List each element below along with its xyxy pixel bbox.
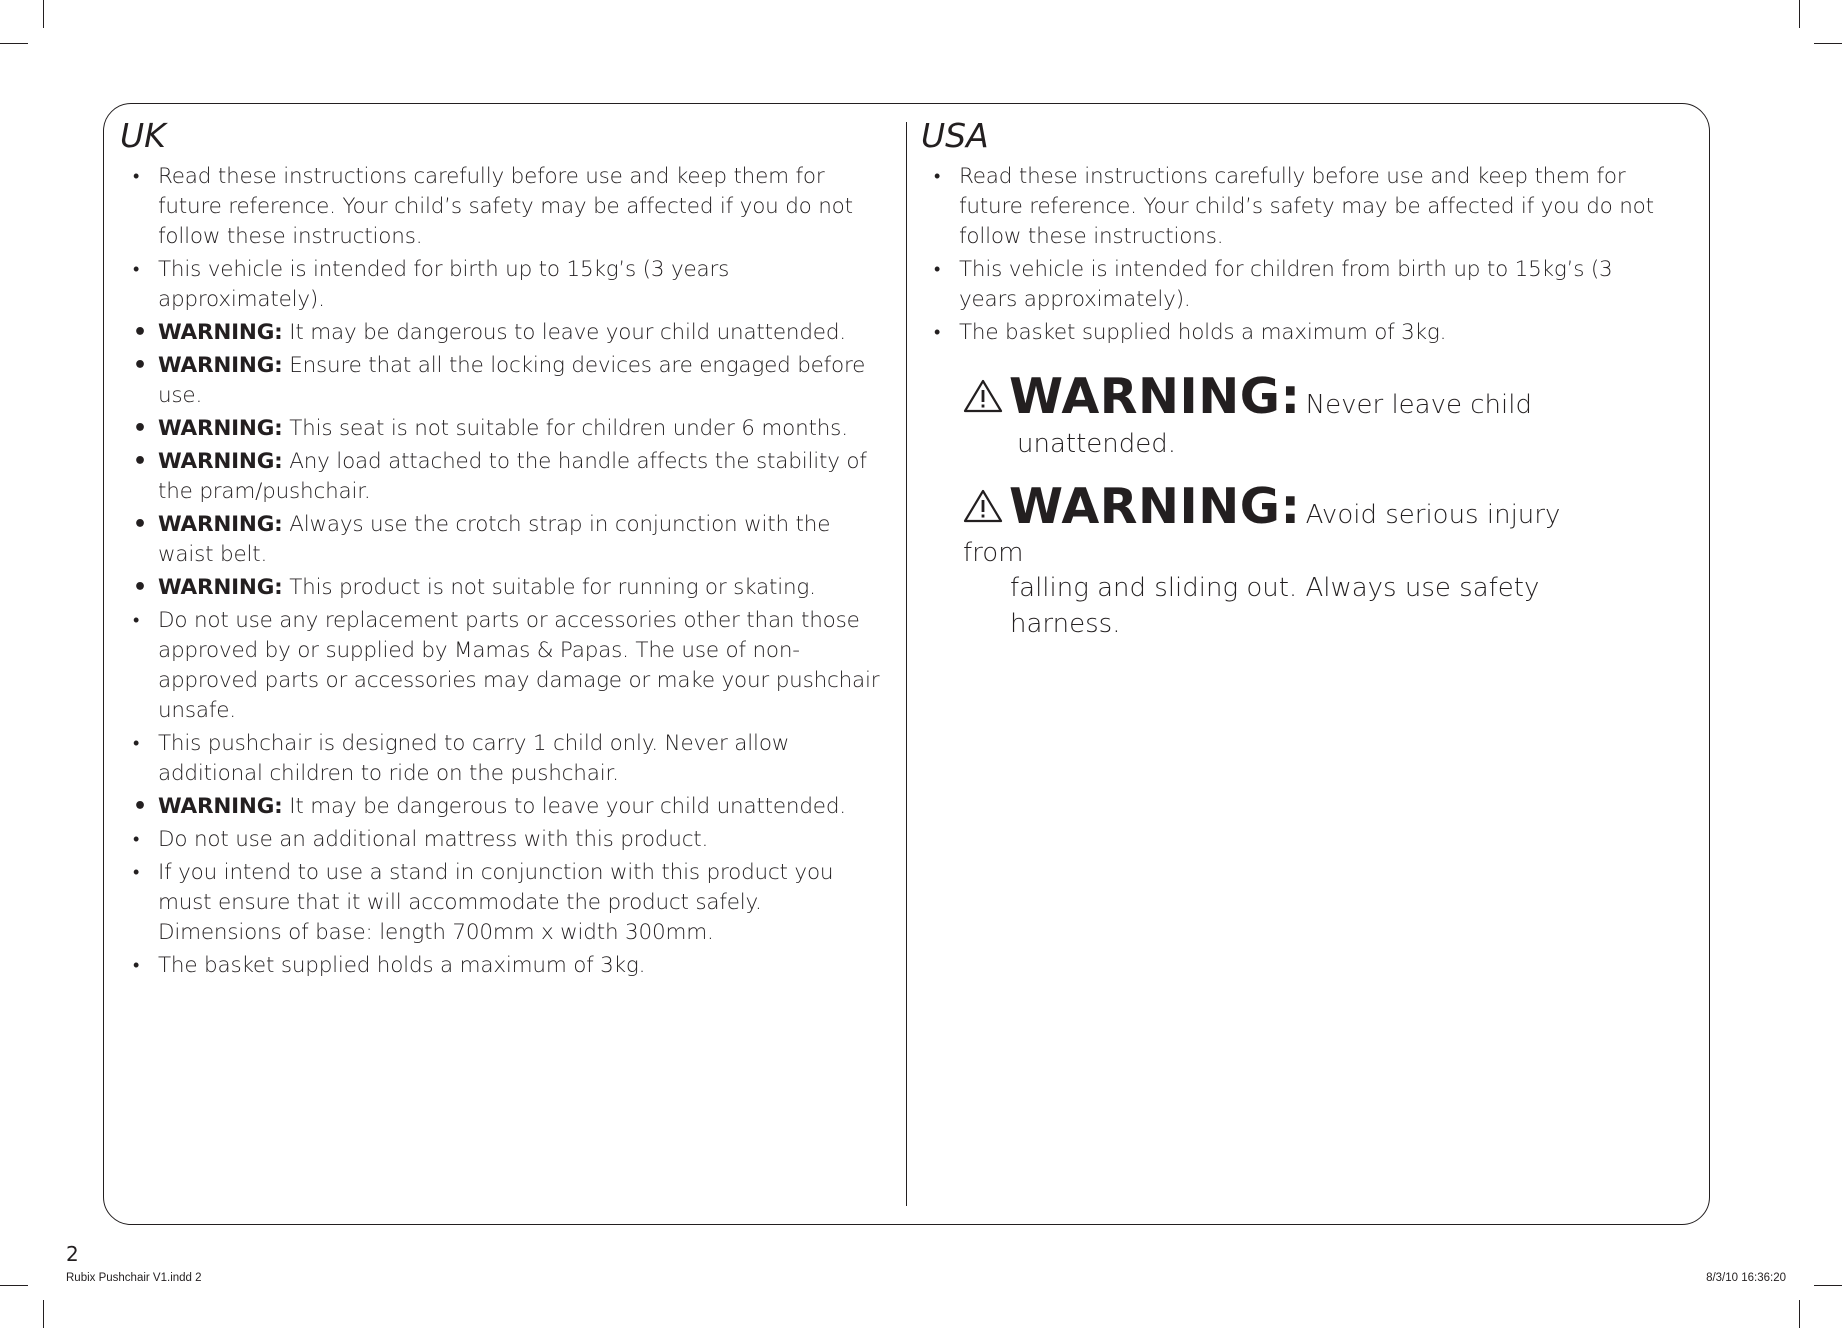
warning-label: WARNING: [158,416,283,441]
crop-mark [1814,43,1842,44]
bullet-icon: • [934,322,941,343]
bullet-icon: • [934,166,941,187]
crop-mark [1799,0,1800,28]
list-item [120,825,890,855]
bullet-icon: • [133,610,140,631]
bullet-icon: • [133,829,140,850]
bullet-icon: • [133,955,140,976]
usa-warning-1 [963,368,1623,462]
list-item [120,729,890,789]
list-item [120,162,890,252]
list-item [120,351,890,411]
usa-warning-2 [963,478,1623,642]
list-item [120,573,890,603]
usa-column [921,116,1661,642]
crop-mark [0,43,28,44]
uk-instruction-list [120,162,890,981]
item-text: Read these instructions carefully before use and keep them for future reference. Your child’s safety may be affected if you do not follow these instructions. [959,164,1654,249]
item-text: Always use the crotch strap in conjunction with the waist belt. [158,512,831,567]
list-item [120,858,890,948]
bullet-icon: • [133,794,147,819]
list-item [120,447,890,507]
item-text: This seat is not suitable for children under 6 months. [289,416,848,441]
list-item [120,318,890,348]
warning-label: WARNING: [1009,478,1301,535]
item-text: Do not use any replacement parts or accessories other than those approved by or supplied by Mamas & Papas. The use of non-approved parts or accessories may damage or make your pushchair unsafe. [158,608,880,723]
item-text: This vehicle is intended for birth up to 15kg’s (3 years approximately). [158,257,730,312]
bullet-icon: • [934,259,941,280]
item-text: Do not use an additional mattress with this product. [158,827,709,852]
warning-triangle-icon [963,379,1003,417]
warning-triangle-icon [963,489,1003,527]
warning-text-continued: unattended. [1017,429,1177,459]
list-item [921,255,1661,315]
item-text: The basket supplied holds a maximum of 3kg. [959,320,1447,345]
crop-mark [43,0,44,28]
bullet-icon: • [133,449,147,474]
warning-text: Avoid serious injury from [963,500,1561,568]
crop-mark [0,1285,28,1286]
item-text: It may be dangerous to leave your child unattended. [289,794,846,819]
item-text: Ensure that all the locking devices are engaged before use. [158,353,866,408]
item-text: The basket supplied holds a maximum of 3kg. [158,953,646,978]
crop-mark [43,1300,44,1328]
slug-filename: Rubix Pushchair V1.indd 2 [66,1272,202,1284]
bullet-icon: • [133,575,147,600]
warning-label: WARNING: [158,512,283,537]
item-text: This pushchair is designed to carry 1 child only. Never allow additional children to ride on the pushchair. [158,731,790,786]
bullet-icon: • [133,259,140,280]
warning-text-continued: falling and sliding out. Always use safety harness. [1010,573,1540,639]
list-item [921,318,1661,348]
warning-label: WARNING: [158,794,283,819]
item-text: Any load attached to the handle affects the stability of the pram/pushchair. [158,449,867,504]
list-item [120,510,890,570]
bullet-icon: • [133,862,140,883]
list-item [120,951,890,981]
item-text: This product is not suitable for running or skating. [289,575,816,600]
list-item [921,162,1661,252]
list-item [120,414,890,444]
list-item [120,255,890,315]
column-divider [906,122,907,1206]
uk-column [120,116,890,984]
item-text: This vehicle is intended for children from birth up to 15kg’s (3 years approximately). [959,257,1613,312]
list-item [120,792,890,822]
crop-mark [1814,1285,1842,1286]
crop-mark [1799,1300,1800,1328]
bullet-icon: • [133,166,140,187]
warning-label: WARNING: [158,575,283,600]
uk-heading: UK [120,116,166,155]
bullet-icon: • [133,320,147,345]
bullet-icon: • [133,416,147,441]
warning-text: Never leave child [1305,390,1532,420]
slug-timestamp: 8/3/10 16:36:20 [1706,1272,1786,1284]
usa-heading: USA [921,116,989,155]
item-text: Read these instructions carefully before use and keep them for future reference. Your child’s safety may be affected if you do not follow these instructions. [158,164,853,249]
page-number: 2 [66,1242,79,1266]
item-text: If you intend to use a stand in conjunction with this product you must ensure that it will accommodate the product safely. Dimensions of base: length 700mm x width 300mm. [158,860,834,945]
warning-label: WARNING: [158,353,283,378]
warning-label: WARNING: [158,449,283,474]
warning-label: WARNING: [158,320,283,345]
warning-label: WARNING: [1009,368,1301,425]
item-text: It may be dangerous to leave your child unattended. [289,320,846,345]
bullet-icon: • [133,512,147,537]
bullet-icon: • [133,733,140,754]
usa-instruction-list [921,162,1661,348]
bullet-icon: • [133,353,147,378]
list-item [120,606,890,726]
